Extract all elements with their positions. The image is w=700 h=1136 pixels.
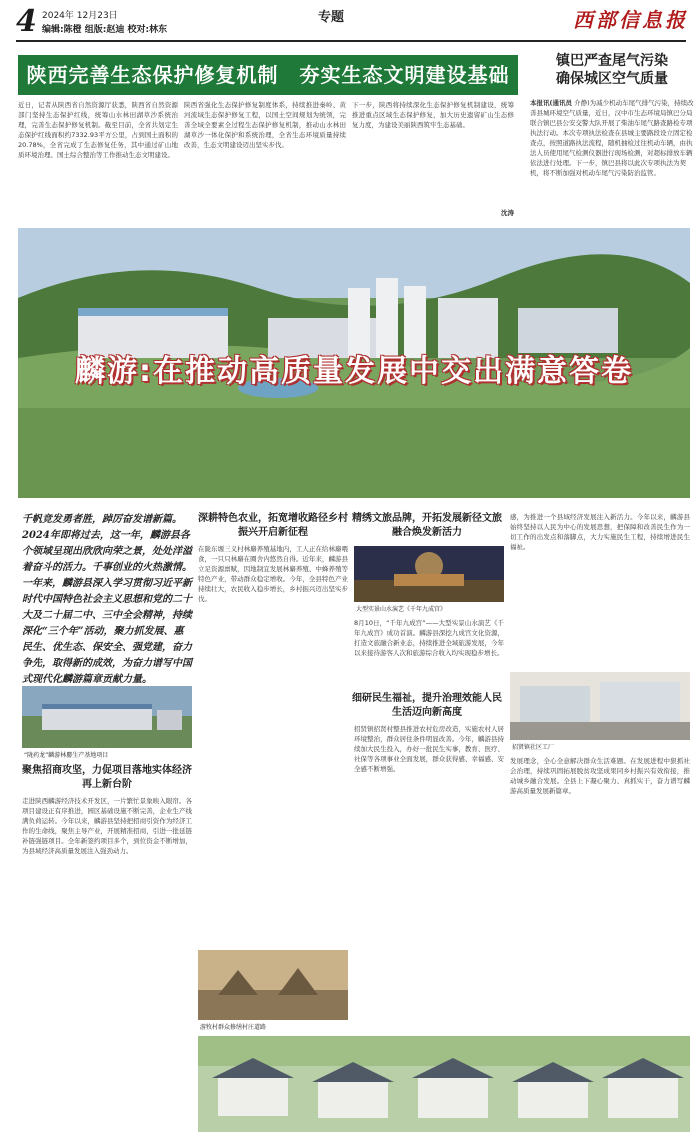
show-photo bbox=[354, 546, 504, 602]
factory-illustration bbox=[22, 686, 192, 748]
sidebar-body: 介静)为减少机动车尾气排气污染，持续改善县城环境空气质量，近日，汉中市生态环境局镇巴分局联合镇巴县公安交警大队开展了柴油车尾气路查路检专项执法行动。本次专项执法检查在县城主要路段设立固定检查点，按照道路执法流程，随机抽检过往机动车辆，由执法人员使用尾气检测仪器进行现场检测，对超标排放车辆依法进行处理。下一步，镇巴县将以此次专项执法为契机，将不断加强对机动车尾气污染防治监管。 bbox=[530, 99, 694, 177]
caption-village: 游牧村群众修缮村庄道路 bbox=[200, 1024, 267, 1031]
masthead-logo: 西部信息报 bbox=[573, 8, 688, 32]
sidebar-headline bbox=[532, 52, 692, 88]
section-4-body: 招贤镇招贤村整县推进农村危房改造，实施农村人居环境整治，群众居住条件明显改善。今年，麟游县持续加大民生投入，办好一批民生实事，教育、医疗、社保等各项事业全面发展，群众获得感、幸福感、安全感不断增强。 bbox=[354, 725, 504, 773]
village-photo bbox=[198, 950, 348, 1020]
show-illustration bbox=[354, 546, 504, 602]
page-number: 4 bbox=[16, 4, 37, 39]
intro-column-2: 陕西省强化生态保护修复制度体系，持续推进秦岭、黄河流域生态保护修复工程，以国土空间规划为统领，完善全域全要素全过程生态保护修复机制，推动山水林田湖草沙一体化保护和系统治理，全省生态环境质量持续改善，生态文明建设迈出坚实步伐。 bbox=[184, 101, 346, 149]
intro-author: 沈涛 bbox=[501, 209, 514, 217]
section-1-heading: 聚焦招商攻坚，力促项目落地实体经济再上新台阶 bbox=[22, 765, 192, 790]
intro-column-3: 下一步，陕西将持续深化生态保护修复机制建设，统筹推进重点区域生态保护修复，加大历史遗留矿山生态修复力度，为建设美丽陕西筑牢生态基础。 bbox=[352, 101, 514, 129]
sidebar-byline: 本报讯(通讯员 bbox=[530, 99, 572, 107]
street-illustration bbox=[510, 672, 690, 740]
issue-date: 2024年 12月23日 bbox=[42, 11, 118, 21]
factory-photo bbox=[22, 686, 192, 748]
section-3-heading: 精绣文旅品牌，开拓发展新径文旅融合焕发新活力 bbox=[352, 513, 502, 538]
intro-column-1: 近日，记者从陕西省自然资源厅获悉，陕西省自然资源部门坚持生态保护红线，统筹山水林田湖草沙系统治理，完善生态保护修复机制。截至目前，全省共划定生态保护红线面积约7332.93平方公里，占到国土面积的20.78%，全省完成了生态修复任务，其中通过矿山地质环境治理、国土综合整治等工作推动生态文明建设。 bbox=[18, 101, 178, 159]
feature-lead: 千帆竞发勇者胜，踔厉奋发谱新篇。2024年即将过去，这一年，麟游县各个领域呈现出欣欣向荣之景，处处洋溢着奋斗的活力。千事创业的火热激情。一年来，麟游县深入学习贯彻习近平新时代中国特色社会主义思想和党的二十大及二十届二中、三中全会精神，持续深化“三个年”活动，聚力抓发展、惠民生、优生态、保安全、强党建，奋力争先，取得新的成效，为奋力谱写中国式现代化麟游篇章贡献力量。 bbox=[22, 514, 192, 685]
section-3-body: 8月10日，“千年九成宫”——大型实景山水演艺《千年九成宫》成功首演。麟游县深挖九成宫文化资源，打造文旅融合新业态，持续推进全域旅游发展，今年以来接待游客人次和旅游综合收入均实现稳步增长。 bbox=[354, 619, 504, 657]
hero-photo bbox=[18, 228, 690, 498]
houses-illustration bbox=[198, 1036, 690, 1132]
sidebar-article bbox=[530, 98, 695, 178]
section-4-heading: 细研民生福祉，提升治理效能人民生活迈向新高度 bbox=[352, 693, 502, 718]
sidebar-headline-line2: 确保城区空气质量 bbox=[556, 71, 668, 87]
section-1-body: 走进陕西麟游经济技术开发区，一片繁忙景象映入眼帘。各项目建设正有序推进，园区基础设施不断完善，企业生产线满负荷运转。今年以来，麟游县坚持把招商引资作为经济工作的生命线，聚焦主导产业，开展精准招商，引进一批延链补链强链项目。全年新签约项目多个，到位资金不断增加，为县域经济高质量发展注入强劲动力。 bbox=[22, 797, 192, 855]
section-2-body: 在陇东塬三义村林麝养殖基地内，工人正在给林麝喂食，一只只林麝在圈舍内悠然自得。近年来，麟游县立足资源禀赋，因地制宜发展林麝养殖、中蜂养殖等特色产业，带动群众稳定增收。今年，全县特色产业持续壮大，农民收入稳步增长，乡村振兴迈出坚实步伐。 bbox=[198, 545, 348, 603]
houses-photo bbox=[198, 1036, 690, 1132]
section-label: 专题 bbox=[318, 10, 345, 25]
editor-credits: 编辑:陈橙 组版:赵迪 校对:林东 bbox=[42, 25, 168, 35]
main-headline-banner bbox=[18, 55, 518, 95]
caption-show: 大型实景山水演艺《千年九成宫》 bbox=[356, 606, 447, 613]
caption-street: 招贤镇社区工厂 bbox=[512, 744, 555, 751]
main-headline: 陕西完善生态保护修复机制 夯实生态文明建设基础 bbox=[26, 63, 510, 87]
column-4-body: 感，为推进一个县域经济发展注入新活力。今年以来，麟游县始终坚持以人民为中心的发展思想，把保障和改善民生作为一切工作的出发点和落脚点，大力实施民生工程，持续增进民生福祉。 bbox=[510, 513, 690, 551]
feature-headline: 麟游:在推动高质量发展中交出满意答卷 bbox=[75, 354, 633, 389]
street-photo bbox=[510, 672, 690, 740]
page-header bbox=[0, 0, 700, 48]
header-rule bbox=[16, 40, 686, 42]
section-2-heading: 深耕特色农业，拓宽增收路径乡村振兴开启新征程 bbox=[198, 513, 348, 538]
sidebar-headline-line1: 镇巴严查尾气污染 bbox=[556, 53, 668, 69]
caption-factory: “陇药龙”麟游林麝生产基地项目 bbox=[24, 752, 109, 759]
column-4-body-2: 发展理念，全心全意解决群众生活难题。在发展进程中狠抓社会治理，持续巩固拓展脱贫攻坚成果同乡村振兴有效衔接，推动城乡融合发展。全县上下凝心聚力、真抓实干，奋力谱写麟游高质量发展新篇章。 bbox=[510, 757, 690, 795]
village-illustration bbox=[198, 950, 348, 1020]
